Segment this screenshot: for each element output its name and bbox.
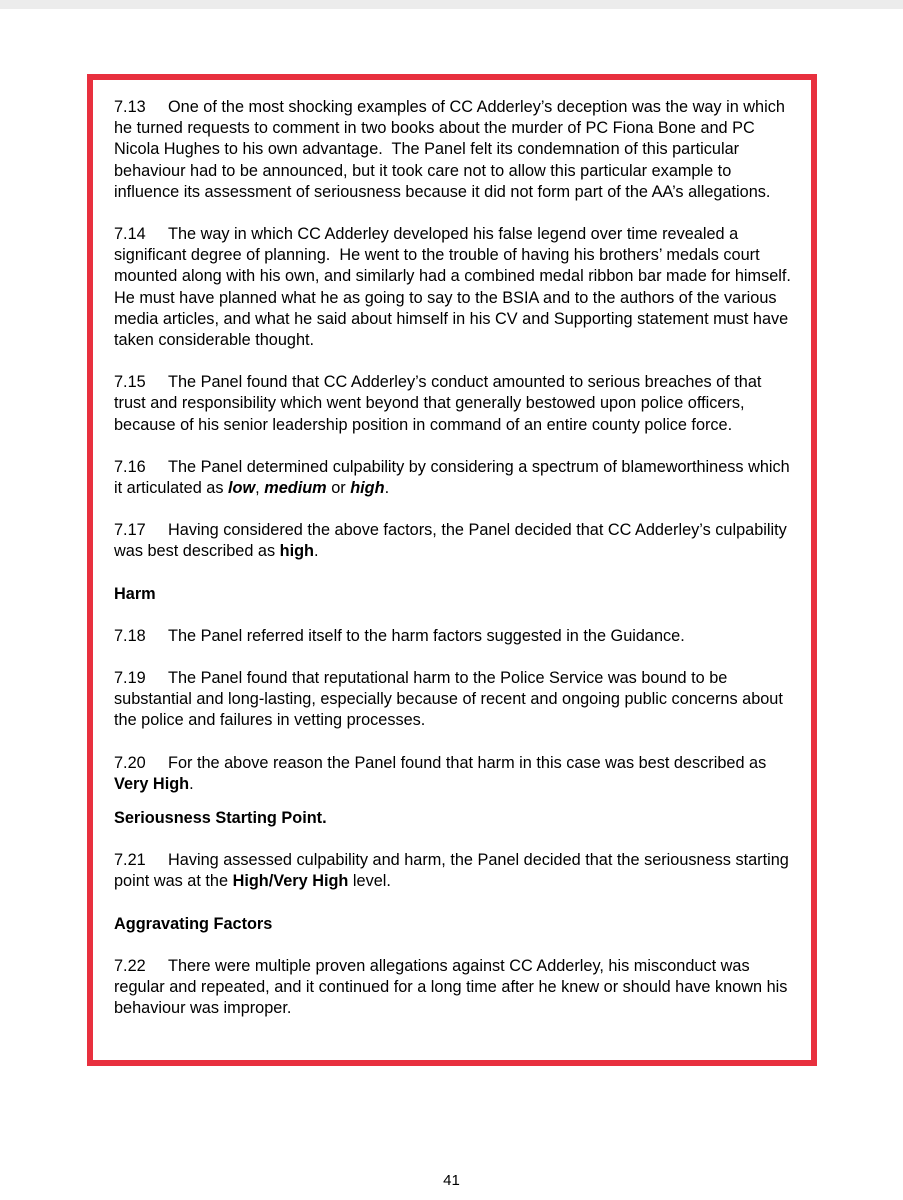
paragraph-number: 7.20: [114, 753, 146, 772]
term-high: high: [350, 479, 385, 498]
top-bar: [0, 0, 903, 9]
paragraph-end: .: [384, 479, 390, 498]
paragraph-7-16: [114, 457, 794, 499]
paragraph-number: 7.17: [114, 521, 146, 540]
paragraph-text: Having considered the above factors, the Panel decided that CC Adderley’s culpability was best described as: [114, 521, 792, 561]
paragraph-text: One of the most shocking examples of CC Adderley’s deception was the way in which he turned requests to comment in two books about the murder of PC Fiona Bone and PC Nicola Hughes to his own advantage. The Panel felt its condemnation of this particular behaviour had to be announced, but it took care not to allow this particular example to influence its assessment of seriousness because it did not form part of the AA’s allegations.: [114, 98, 790, 201]
paragraph-number: 7.15: [114, 373, 146, 392]
paragraph-text: Having assessed culpability and harm, the Panel decided that the seriousness starting point was at the: [114, 851, 794, 891]
paragraph-7-13: [114, 97, 794, 203]
paragraph-7-21: [114, 850, 794, 892]
seriousness-level: High/Very High: [232, 872, 349, 891]
paragraph-number: 7.19: [114, 669, 146, 688]
paragraph-text: The Panel found that reputational harm to the Police Service was bound to be substantial and long-lasting, especially because of recent and ongoing public concerns about the police and failures in vetting processes.: [114, 669, 788, 730]
page-number: 41: [443, 1172, 460, 1189]
harm-rating: Very High: [114, 774, 190, 793]
separator: ,: [255, 479, 265, 498]
highlight-frame: [87, 74, 817, 1066]
paragraph-number: 7.13: [114, 98, 146, 116]
paragraph-text: The way in which CC Adderley developed his false legend over time revealed a significant degree of planning. He went to the trouble of having his brothers’ medals court mounted along with his own, and similarly had a combined medal ribbon bar made for himself. He must have planned what he as going to say to the BSIA and to the authors of the various media articles, and what he said about himself in his CV and Supporting statement must have taken considerable thought.: [114, 225, 800, 350]
paragraph-7-15: [114, 372, 794, 436]
paragraph-7-14: [114, 224, 800, 351]
paragraph-number: 7.14: [114, 225, 146, 244]
term-medium: medium: [264, 479, 327, 498]
document-content: [114, 97, 800, 1020]
heading-harm: Harm: [114, 584, 156, 603]
paragraph-7-19: [114, 668, 794, 732]
paragraph-7-18: [114, 626, 794, 647]
paragraph-7-22: [114, 956, 794, 1020]
paragraph-end: .: [189, 774, 194, 793]
paragraph-end: level.: [348, 872, 391, 891]
paragraph-number: 7.16: [114, 457, 146, 476]
heading-aggravating-factors: Aggravating Factors: [114, 914, 273, 933]
culpability-rating: high: [279, 542, 314, 561]
separator: or: [326, 479, 351, 498]
paragraph-number: 7.18: [114, 626, 146, 645]
term-low: low: [228, 479, 256, 498]
paragraph-end: .: [313, 542, 319, 561]
paragraph-text: There were multiple proven allegations against CC Adderley, his misconduct was regular and repeated, and it continued for a long time after he knew or should have known his behaviour was improper.: [114, 956, 792, 1018]
paragraph-7-17: [114, 520, 794, 562]
paragraph-number: 7.21: [114, 851, 146, 870]
paragraph-text: The Panel referred itself to the harm factors suggested in the Guidance.: [168, 626, 685, 645]
paragraph-number: 7.22: [114, 956, 146, 975]
heading-seriousness-starting-point: Seriousness Starting Point.: [114, 809, 327, 828]
paragraph-text: For the above reason the Panel found that harm in this case was best described as: [168, 753, 771, 772]
paragraph-text: The Panel found that CC Adderley’s conduct amounted to serious breaches of that trust and responsibility which went beyond that generally bestowed upon police officers, because of his senior leadership position in command of an entire county police force.: [114, 373, 766, 434]
paragraph-7-20: [114, 753, 794, 795]
paragraph-text: The Panel determined culpability by considering a spectrum of blameworthiness which it articulated as: [114, 457, 795, 498]
